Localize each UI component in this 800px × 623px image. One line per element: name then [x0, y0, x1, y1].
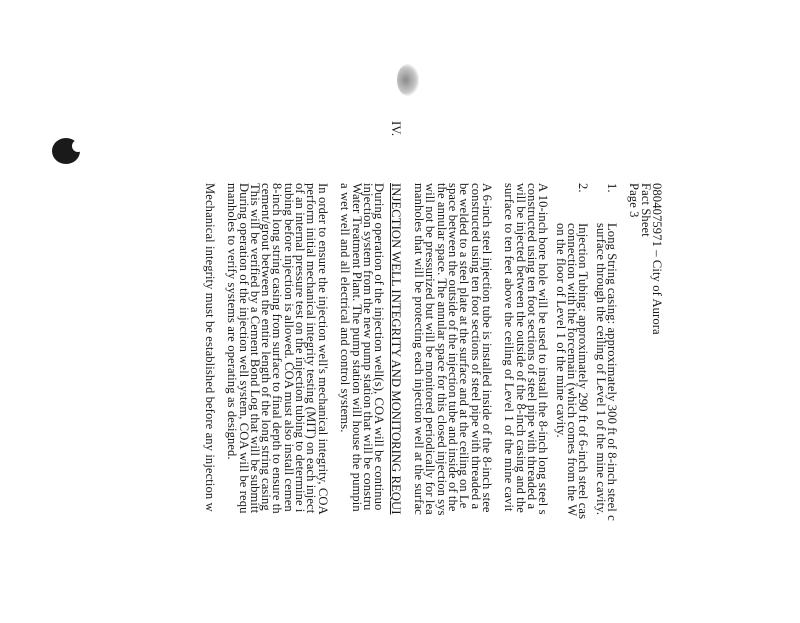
paragraph-line: of an internal pressure test on the injection tubing to determine i: [293, 183, 308, 513]
paragraph-line: This will be verified by a Cement Bond Log that will be submitt: [247, 183, 262, 514]
paragraph-line: A 10-inch bore hole will be used to install the 8-inch long steel s: [536, 183, 551, 515]
paragraph-bore: [502, 183, 551, 623]
list-item: [553, 183, 591, 623]
paragraph-line: constructed using ten foot sections of steel pipe with threaded a: [468, 183, 483, 510]
paragraph-integrity: [226, 183, 328, 623]
paragraph-line: In order to ensure the injection well's mechanical integrity, COA: [315, 183, 330, 515]
list-line: surface through the ceiling of Level 1 of the mine cavity.: [593, 223, 608, 516]
section-heading: [389, 121, 404, 623]
paragraph-line: During operation of the injection well(s), COA will be continuo: [372, 183, 387, 511]
section-title: INJECTION WELL INTEGRITY AND MONITORING REQUI: [389, 183, 404, 515]
paragraph-line: tubing before injection is allowed. COA must also install cemen: [281, 183, 296, 512]
paragraph-line: injection system from the new pump station that will be constru: [360, 183, 375, 511]
paragraph-line: Mechanical integrity must be established before any injection w: [202, 183, 217, 512]
paragraph-line: space between the outside of the injection tube and inside of the: [445, 183, 460, 512]
list-line: Injection Tubing: approximately 290 ft of 6-inch steel cas: [576, 223, 591, 520]
paragraph-line: the annular space. The annular space for this closed injection sys: [434, 183, 449, 516]
paragraph-line: constructed using ten foot sections of steel pipe with threaded a: [525, 183, 540, 510]
rotated-text-block: [202, 121, 664, 623]
paragraph-line: 8-inch long string casing from surface to final depth to ensure th: [270, 183, 285, 514]
paragraph-line: cement/grout between the entire length of the long string casing: [259, 183, 274, 511]
paragraph-line: surface to ten feet above the ceiling of Level 1 of the mine cavit: [502, 183, 517, 512]
section-number: IV.: [389, 121, 404, 137]
list-item: [594, 183, 617, 623]
paragraph-line: will be injected between the outside of the 8-inch casing and the: [513, 183, 528, 513]
paragraph-line: manholes to verify systems are operating as designed.: [225, 183, 240, 460]
list-line: on the floor of Level 1 of the mine cavity.: [553, 223, 568, 438]
doc-id: 0804075971 – City of Aurora: [650, 183, 664, 335]
paragraph-line: A 6-inch steel injection tube is installed inside of the 8-inch stee: [479, 183, 494, 513]
page-number: Page 3: [627, 183, 642, 218]
list-number: 1.: [604, 183, 619, 193]
paragraph-line: be welded to a steel plate at the surface and at the ceiling on Le: [457, 183, 472, 509]
sheet-label: Fact Sheet: [638, 183, 653, 237]
paragraph-line: Water Treatment Plant. The pump station will house the pumpin: [349, 183, 364, 512]
list-line: connection with the forcemain (which comes from the W: [564, 223, 579, 517]
paragraph-line: a wet well and all electrical and control systems.: [338, 183, 353, 433]
paragraph-line: manholes that will be protecting each injection well at the surfac: [412, 183, 427, 515]
paragraph-operation: [338, 183, 387, 623]
list-line: Long String casing: approximately 300 ft of 8-inch steel c: [604, 223, 619, 521]
paragraph-mechanical: [202, 183, 217, 623]
paragraph-line: will not be pressurized but will be monitored periodically for lea: [423, 183, 438, 515]
paragraph-line: perform initial mechanical integrity testing (MIT) on each inject: [304, 183, 319, 514]
paragraph-tube: [413, 183, 492, 623]
paragraph-line: During operation of the injection well system, COA will be requ: [236, 183, 251, 514]
list-number: 2.: [576, 183, 591, 193]
